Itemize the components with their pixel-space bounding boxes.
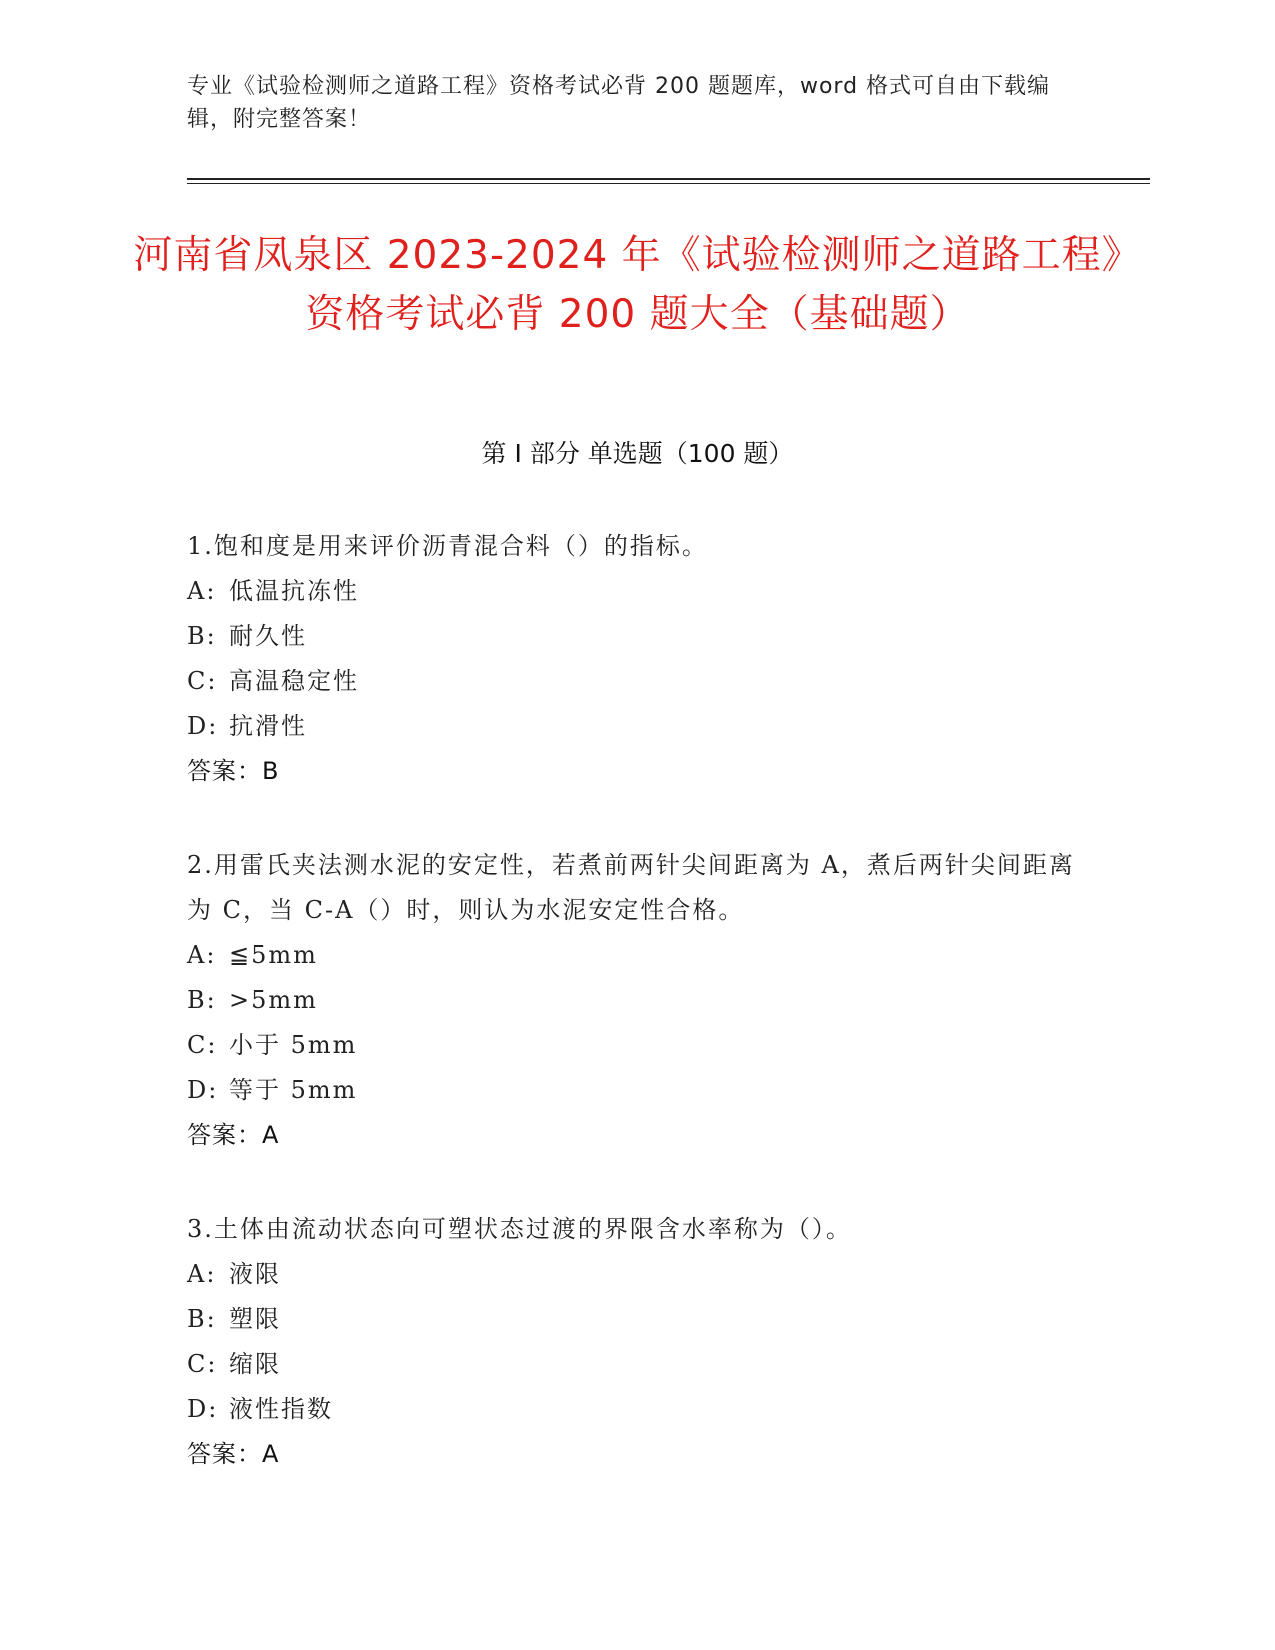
option-letter: B: xyxy=(187,622,217,650)
option-text: ≦5mm xyxy=(229,941,318,969)
option-letter: D: xyxy=(187,1076,219,1104)
option-c xyxy=(187,659,1087,704)
option-letter: B: xyxy=(187,1305,217,1333)
option-letter: C: xyxy=(187,1350,218,1378)
question-text: 1.饱和度是用来评价沥青混合料（）的指标。 xyxy=(187,532,708,560)
answer-line: 答案：A xyxy=(187,1440,280,1468)
option-d xyxy=(187,1387,1087,1432)
option-b xyxy=(187,978,1087,1023)
option-letter: C: xyxy=(187,667,218,695)
question-block xyxy=(187,524,1087,794)
answer-line: 答案：B xyxy=(187,757,280,785)
section-heading: 第 I 部分 单选题（100 题） xyxy=(481,439,794,468)
question-block xyxy=(187,843,1087,1158)
option-letter: A: xyxy=(187,577,217,605)
option-text: 高温稳定性 xyxy=(229,667,359,695)
document-title: 河南省凤泉区 2023-2024 年《试验检测师之道路工程》资格考试必背 200 题大全（基础题） xyxy=(133,233,1142,337)
option-text: 等于 5mm xyxy=(229,1076,358,1104)
option-d xyxy=(187,704,1087,749)
question-block xyxy=(187,1207,1087,1477)
option-letter: C: xyxy=(187,1031,218,1059)
option-a xyxy=(187,1252,1087,1297)
option-a xyxy=(187,933,1087,978)
header-note: 专业《试验检测师之道路工程》资格考试必背 200 题题库，word 格式可自由下载编辑，附完整答案！ xyxy=(187,74,1051,132)
option-text: 低温抗冻性 xyxy=(229,577,359,605)
option-a xyxy=(187,569,1087,614)
option-letter: D: xyxy=(187,712,219,740)
option-text: 缩限 xyxy=(229,1350,281,1378)
option-letter: A: xyxy=(187,941,217,969)
option-text: 耐久性 xyxy=(229,622,307,650)
question-text: 2.用雷氏夹法测水泥的安定性，若煮前两针尖间距离为 A，煮后两针尖间距离为 C，当 C-A（）时，则认为水泥安定性合格。 xyxy=(187,851,1075,924)
option-text: >5mm xyxy=(229,986,318,1014)
answer-line: 答案：A xyxy=(187,1121,280,1149)
question-text: 3.土体由流动状态向可塑状态过渡的界限含水率称为（）。 xyxy=(187,1215,852,1243)
option-text: 抗滑性 xyxy=(229,712,307,740)
option-letter: B: xyxy=(187,986,217,1014)
option-text: 塑限 xyxy=(229,1305,281,1333)
option-letter: A: xyxy=(187,1260,217,1288)
option-c xyxy=(187,1342,1087,1387)
header-rule-thin xyxy=(187,183,1150,184)
option-c xyxy=(187,1023,1087,1068)
option-b xyxy=(187,1297,1087,1342)
option-text: 液性指数 xyxy=(229,1395,333,1423)
option-d xyxy=(187,1068,1087,1113)
option-letter: D: xyxy=(187,1395,219,1423)
option-text: 液限 xyxy=(229,1260,281,1288)
option-b xyxy=(187,614,1087,659)
header-rule-thick xyxy=(187,178,1150,180)
option-text: 小于 5mm xyxy=(229,1031,358,1059)
